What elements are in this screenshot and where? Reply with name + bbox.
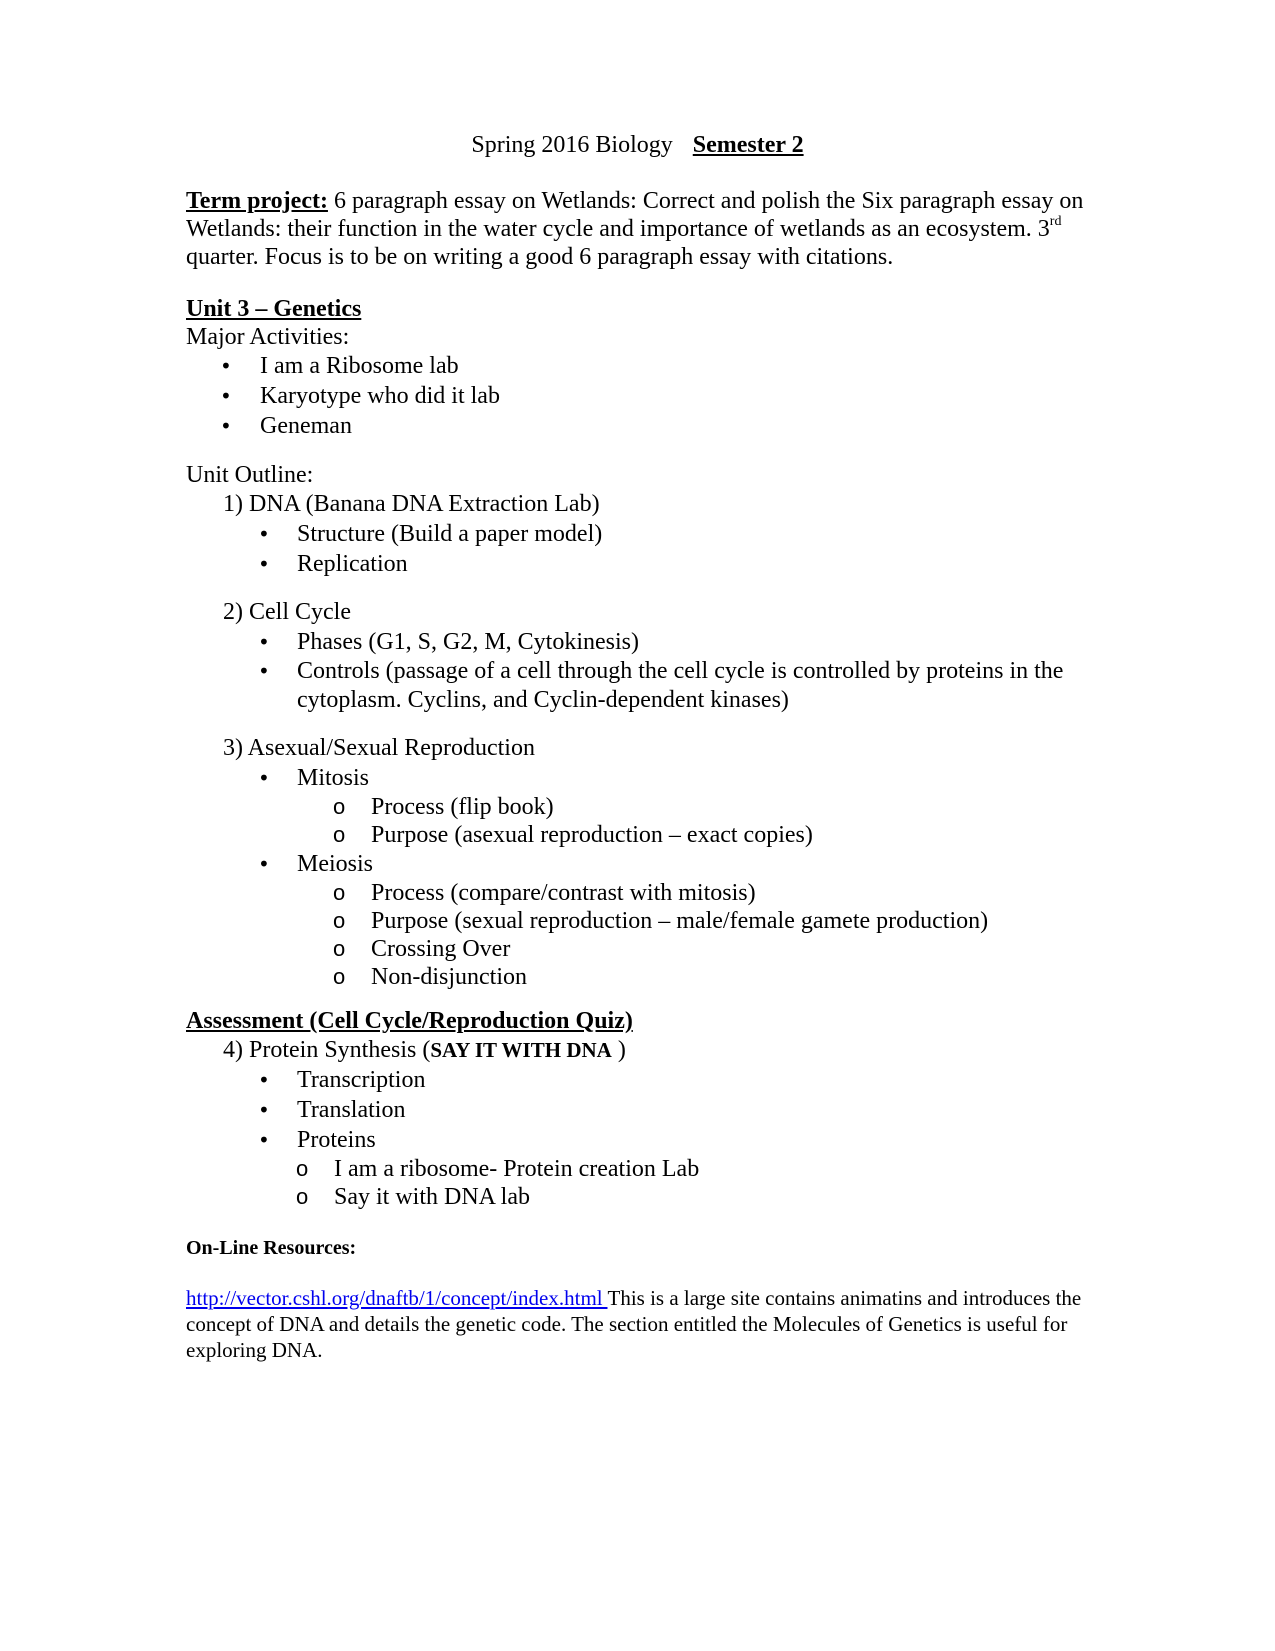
resources-title: On-Line Resources: <box>186 1237 357 1259</box>
document-body <box>186 187 1106 1363</box>
term-project-ordinal: 3 <box>1037 216 1050 242</box>
list-item: • Translation <box>186 1095 1106 1125</box>
mitosis-items <box>186 793 1106 849</box>
term-project-text: 6 paragraph essay on Wetlands: Correct and polish the Six paragraph essay on Wetlands: their function in the water cycle and importance of wetlands as an ecosystem. <box>186 188 1084 242</box>
protein-heading-bold: SAY IT WITH DNA <box>430 1038 612 1062</box>
term-project-ordinal-suffix: rd <box>1049 214 1062 229</box>
outline-section-dna: 1) DNA (Banana DNA Extraction Lab) <box>223 491 600 517</box>
page-title: Spring 2016 Biology <box>471 132 673 158</box>
unit-title: Unit 3 – Genetics <box>186 296 362 322</box>
meiosis-items <box>186 879 1106 991</box>
protein-bullets <box>186 1065 1106 1155</box>
list-item: o I am a ribosome- Protein creation Lab <box>186 1155 1106 1183</box>
list-item: • Controls (passage of a cell through the cell cycle is controlled by proteins in the cytoplasm. Cyclins, and Cyclin-dependent kinases) <box>186 657 1106 715</box>
list-item: • Phases (G1, S, G2, M, Cytokinesis) <box>186 627 1106 657</box>
outline-section-protein <box>186 1035 1106 1065</box>
list-item: o Crossing Over <box>186 935 1106 963</box>
list-item: • Mitosis <box>186 763 1106 793</box>
resource-link[interactable]: http://vector.cshl.org/dnaftb/1/concept/index.html <box>186 1286 608 1310</box>
list-item: • Geneman <box>186 411 1106 441</box>
cell-cycle-bullets <box>186 627 1106 715</box>
term-project-text-2: quarter. Focus is to be on writing a good 6 paragraph essay with citations. <box>186 244 894 270</box>
term-project-label: Term project: <box>186 188 328 214</box>
list-item: • Meiosis <box>186 849 1106 879</box>
list-item: o Say it with DNA lab <box>186 1183 1106 1211</box>
list-item: o Process (flip book) <box>186 793 1106 821</box>
list-item: • Structure (Build a paper model) <box>186 519 1106 549</box>
unit-outline-label: Unit Outline: <box>186 462 314 488</box>
resources-paragraph <box>186 1285 1106 1363</box>
list-item: • Proteins <box>186 1125 1106 1155</box>
list-item: • Karyotype who did it lab <box>186 381 1106 411</box>
major-activities-label: Major Activities: <box>186 324 350 350</box>
list-item: o Process (compare/contrast with mitosis) <box>186 879 1106 907</box>
reproduction-bullets-2 <box>186 849 1106 879</box>
list-item: • I am a Ribosome lab <box>186 351 1106 381</box>
list-item: o Purpose (asexual reproduction – exact copies) <box>186 821 1106 849</box>
dna-bullets <box>186 519 1106 579</box>
activities-list <box>186 351 1106 441</box>
outline-section-cell-cycle: 2) Cell Cycle <box>223 599 351 625</box>
term-project-paragraph <box>186 187 1106 271</box>
semester-label: Semester 2 <box>692 132 804 158</box>
resource-description: This is a large site contains animatins and introduces the concept of DNA and details the genetic code. The section entitled the Molecules of Genetics is useful for exploring DNA. <box>186 1286 1082 1362</box>
reproduction-bullets <box>186 763 1106 793</box>
assessment-heading: Assessment (Cell Cycle/Reproduction Quiz) <box>186 1008 633 1034</box>
page-header <box>0 130 1275 160</box>
outline-section-reproduction: 3) Asexual/Sexual Reproduction <box>223 735 535 761</box>
list-item: o Purpose (sexual reproduction – male/female gamete production) <box>186 907 1106 935</box>
protein-heading-suffix: ) <box>611 1037 626 1063</box>
list-item: • Transcription <box>186 1065 1106 1095</box>
proteins-items <box>186 1155 1106 1211</box>
list-item: • Replication <box>186 549 1106 579</box>
list-item: o Non-disjunction <box>186 963 1106 991</box>
protein-heading-prefix: 4) Protein Synthesis ( <box>223 1037 431 1063</box>
